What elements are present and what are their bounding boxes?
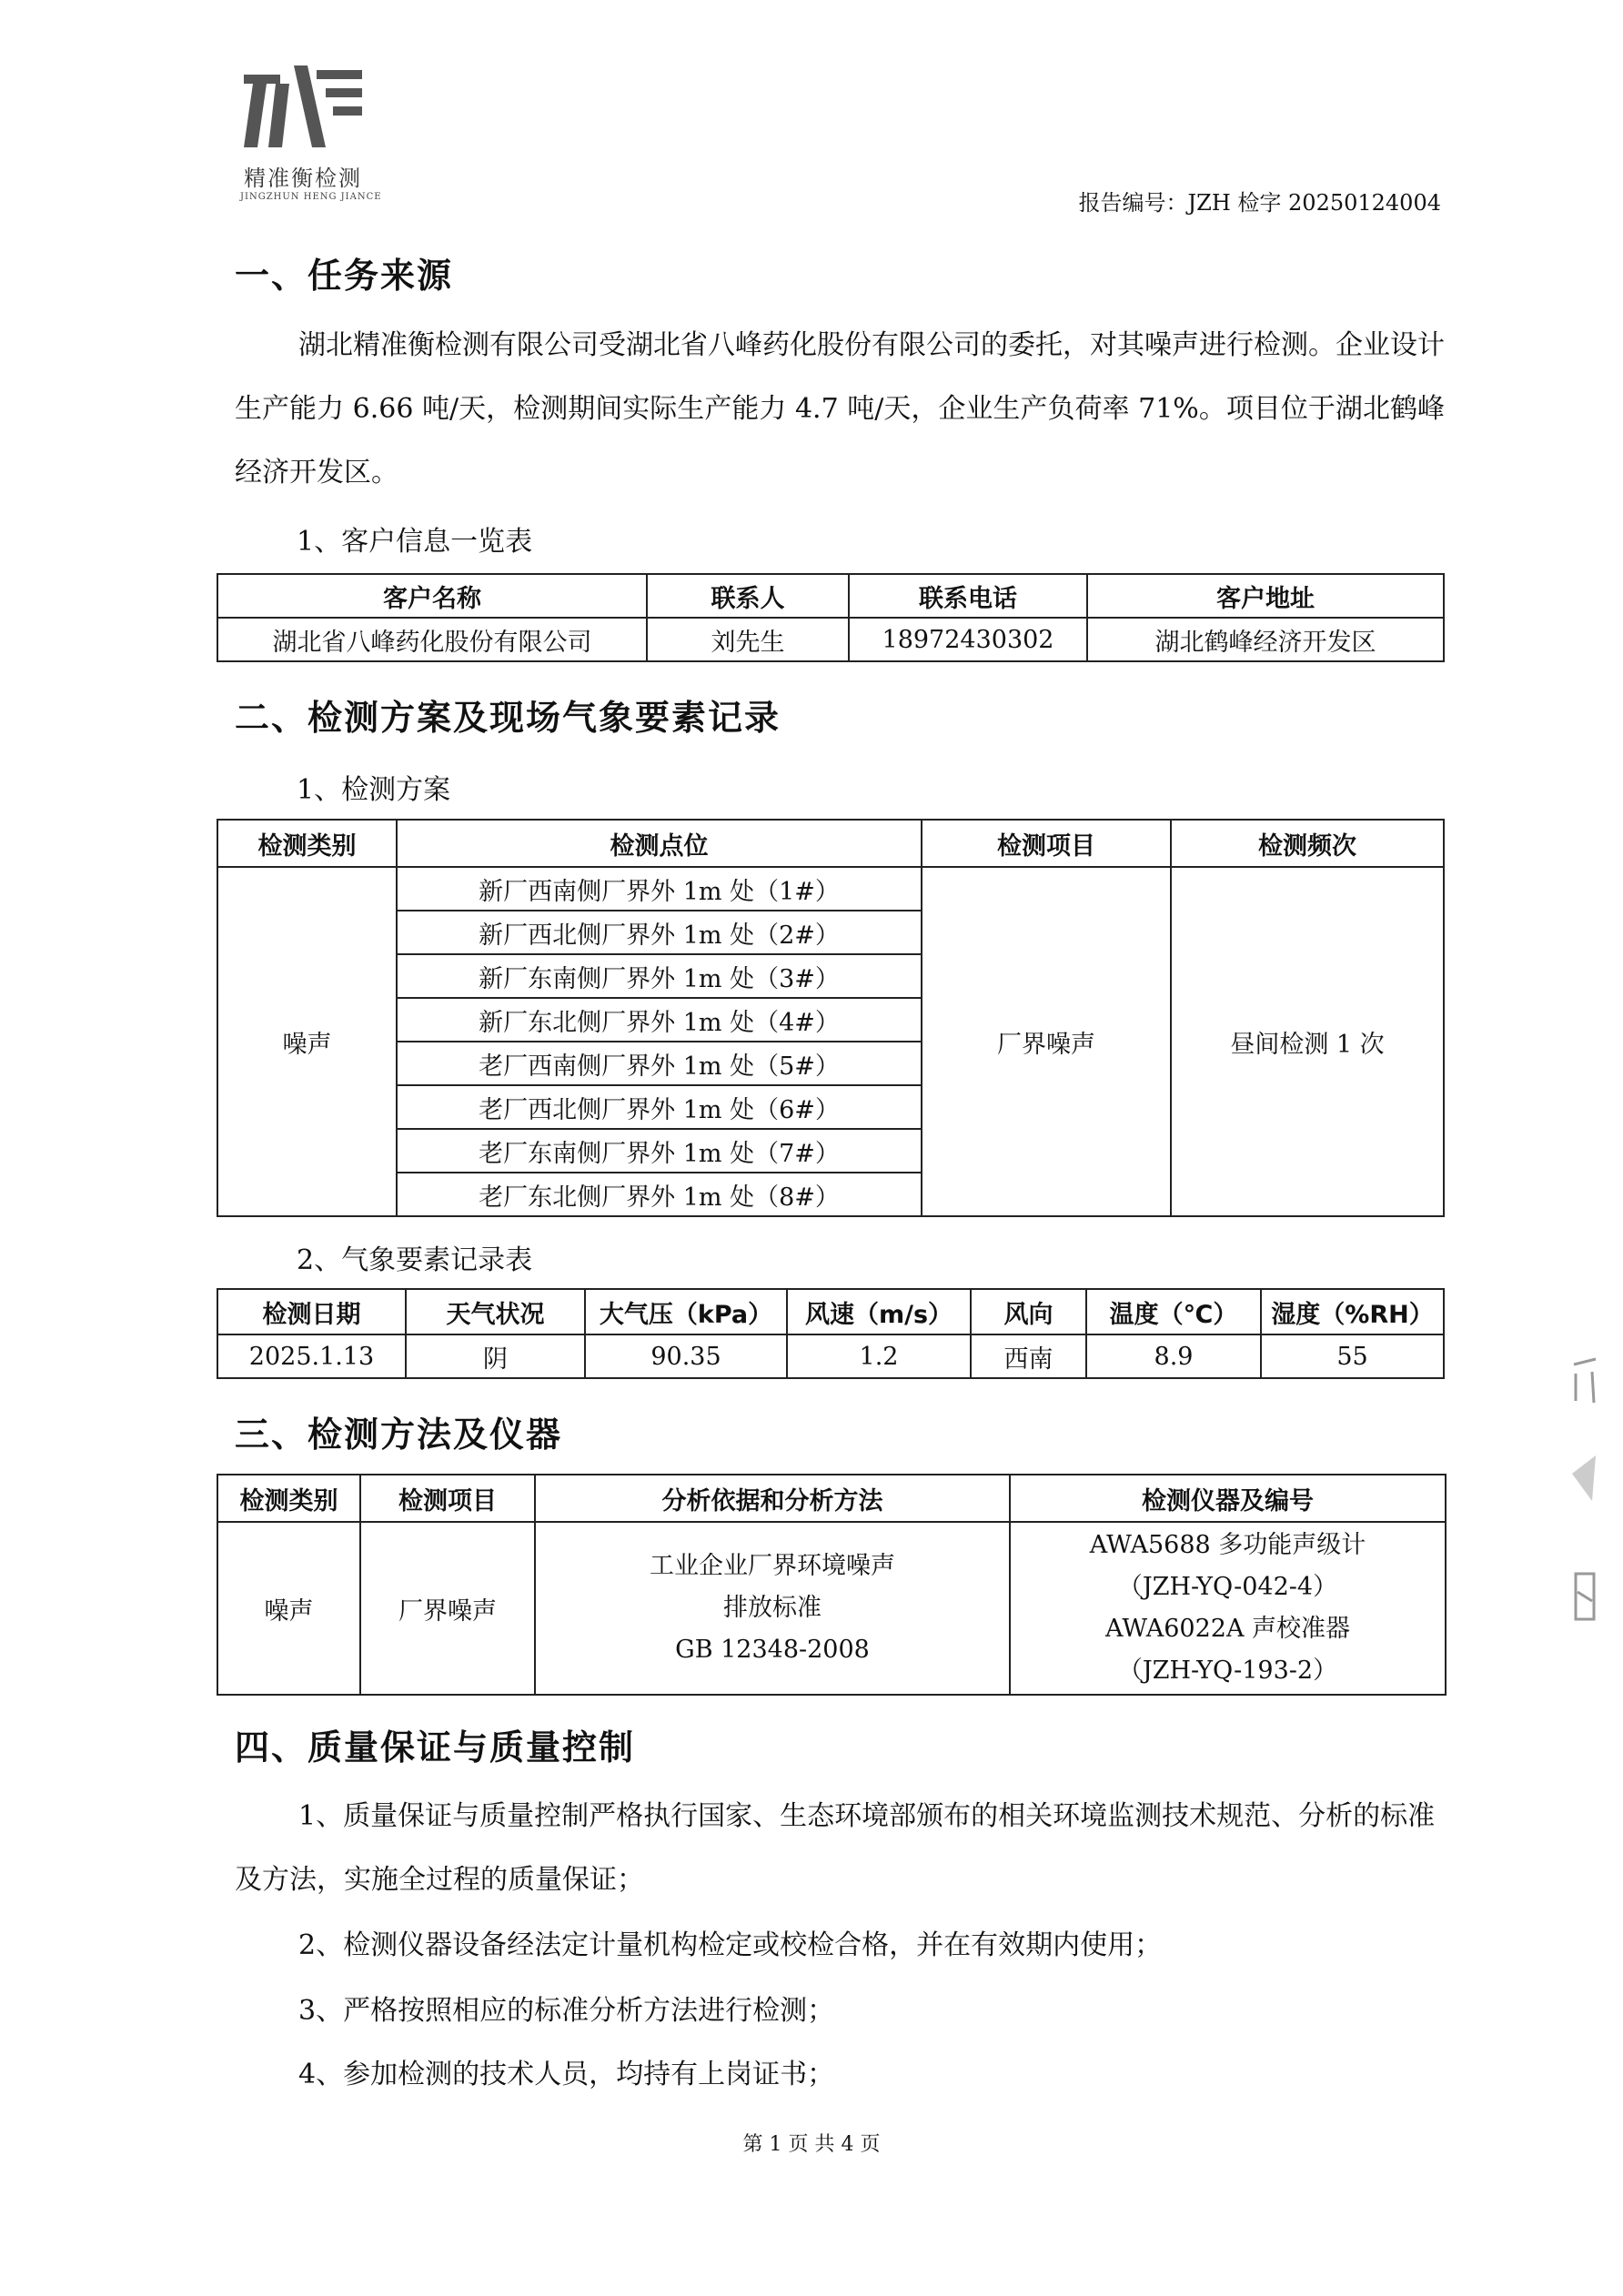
table-cell: 昼间检测 1 次 xyxy=(1171,867,1444,1216)
table-cell: 8.9 xyxy=(1086,1334,1261,1378)
table-cell: 90.35 xyxy=(585,1334,787,1378)
client-table-caption: 1、客户信息一览表 xyxy=(297,526,533,558)
table-cell: 老厂西北侧厂界外 1m 处（6#） xyxy=(397,1085,922,1129)
table-cell: 厂界噪声 xyxy=(922,867,1171,1216)
method-cell xyxy=(535,1522,1010,1695)
table-header-cell: 分析依据和分析方法 xyxy=(535,1475,1010,1522)
table-cell: 刘先生 xyxy=(647,618,849,661)
table-cell: 新厂西北侧厂界外 1m 处（2#） xyxy=(397,911,922,954)
table-row xyxy=(217,618,1444,661)
table-cell: 噪声 xyxy=(217,867,397,1216)
table-header-cell: 检测项目 xyxy=(360,1475,535,1522)
table-cell: 18972430302 xyxy=(849,618,1087,661)
qa-item-2: 2、检测仪器设备经法定计量机构检定或校检合格，并在有效期内使用； xyxy=(298,1929,1163,1961)
qa-item-4: 4、参加检测的技术人员，均持有上岗证书； xyxy=(298,2059,835,2090)
detection-plan-table xyxy=(217,819,1445,1217)
table-header-cell: 检测项目 xyxy=(922,820,1171,867)
table-cell: 老厂东北侧厂界外 1m 处（8#） xyxy=(397,1173,922,1216)
section-title-3: 三、检测方法及仪器 xyxy=(235,1415,563,1455)
table-header-cell: 检测点位 xyxy=(397,820,922,867)
task-source-paragraph: 湖北精准衡检测有限公司受湖北省八峰药化股份有限公司的委托，对其噪声进行检测。企业设计生产能力 6.66 吨/天，检测期间实际生产能力 4.7 吨/天，企业生产负荷率 71%。项目位于湖北鹤峰经济开发区。 xyxy=(235,329,1445,488)
page-footer: 第 1 页 共 4 页 xyxy=(742,2133,881,2156)
report-number: 报告编号：JZH 检字 20250124004 xyxy=(1078,190,1441,216)
company-logo xyxy=(226,47,398,202)
table-cell: 厂界噪声 xyxy=(360,1522,535,1695)
table-header-cell: 检测类别 xyxy=(217,1475,360,1522)
table-cell: 1.2 xyxy=(787,1334,971,1378)
table-header-row xyxy=(217,1289,1444,1334)
table-cell: 新厂东北侧厂界外 1m 处（4#） xyxy=(397,998,922,1042)
table-cell: 噪声 xyxy=(217,1522,360,1695)
table-header-cell: 天气状况 xyxy=(406,1289,585,1334)
table-cell: 老厂东南侧厂界外 1m 处（7#） xyxy=(397,1129,922,1173)
qa-item-1: 1、质量保证与质量控制严格执行国家、生态环境部颁布的相关环境监测技术规范、分析的标准及方法，实施全过程的质量保证； xyxy=(235,1800,1436,1896)
instrument-line: AWA6022A 声校准器 xyxy=(1104,1615,1351,1643)
table-header-cell: 客户地址 xyxy=(1087,574,1444,618)
table-cell: 湖北鹤峰经济开发区 xyxy=(1087,618,1444,661)
table-header-cell: 检测频次 xyxy=(1171,820,1444,867)
qa-item-3: 3、严格按照相应的标准分析方法进行检测； xyxy=(298,1995,835,2027)
table-row xyxy=(217,1522,1446,1695)
instrument-cell xyxy=(1010,1522,1446,1695)
table-header-cell: 联系电话 xyxy=(849,574,1087,618)
table-header-cell: 风向 xyxy=(971,1289,1086,1334)
instrument-line: （JZH-YQ-042-4） xyxy=(1117,1573,1338,1601)
instrument-line: （JZH-YQ-193-2） xyxy=(1117,1657,1338,1685)
table-row xyxy=(217,1334,1444,1378)
table-header-cell: 大气压（kPa） xyxy=(585,1289,787,1334)
method-instrument-table xyxy=(217,1474,1447,1696)
table-header-cell: 联系人 xyxy=(647,574,849,618)
table-header-row xyxy=(217,1475,1446,1522)
table-cell: 湖北省八峰药化股份有限公司 xyxy=(217,618,647,661)
section-title-2: 二、检测方案及现场气象要素记录 xyxy=(235,698,781,738)
table-row xyxy=(217,867,1444,911)
table-cell: 新厂东南侧厂界外 1m 处（3#） xyxy=(397,954,922,998)
table-cell: 老厂西南侧厂界外 1m 处（5#） xyxy=(397,1042,922,1085)
section-title-4: 四、质量保证与质量控制 xyxy=(235,1727,636,1767)
method-line: 工业企业厂界环境噪声 xyxy=(650,1552,895,1580)
weather-table-caption: 2、气象要素记录表 xyxy=(297,1244,533,1276)
plan-table-caption: 1、检测方案 xyxy=(297,774,451,806)
table-header-cell: 风速（m/s） xyxy=(787,1289,971,1334)
weather-record-table xyxy=(217,1288,1445,1379)
logo-text-en: JINGZHUN HENG JIANCE xyxy=(240,192,382,202)
logo-text-cn: 精准衡检测 xyxy=(244,166,362,191)
table-header-row xyxy=(217,820,1444,867)
table-cell: 55 xyxy=(1261,1334,1444,1378)
table-header-cell: 检测日期 xyxy=(217,1289,406,1334)
table-cell: 新厂西南侧厂界外 1m 处（1#） xyxy=(397,867,922,911)
method-line: 排放标准 xyxy=(723,1594,822,1622)
client-info-table xyxy=(217,573,1445,662)
table-header-cell: 温度（℃） xyxy=(1086,1289,1261,1334)
table-cell: 2025.1.13 xyxy=(217,1334,406,1378)
method-line: GB 12348-2008 xyxy=(675,1636,870,1664)
logo-mark-icon xyxy=(226,47,371,156)
table-header-cell: 湿度（%RH） xyxy=(1261,1289,1444,1334)
table-header-cell: 检测仪器及编号 xyxy=(1010,1475,1446,1522)
table-header-cell: 客户名称 xyxy=(217,574,647,618)
table-cell: 西南 xyxy=(971,1334,1086,1378)
section-title-1: 一、任务来源 xyxy=(235,256,454,296)
partial-seal-stamp xyxy=(1565,1346,1601,1692)
table-header-cell: 检测类别 xyxy=(217,820,397,867)
table-cell: 阴 xyxy=(406,1334,585,1378)
instrument-line: AWA5688 多功能声级计 xyxy=(1089,1531,1366,1559)
table-header-row xyxy=(217,574,1444,618)
